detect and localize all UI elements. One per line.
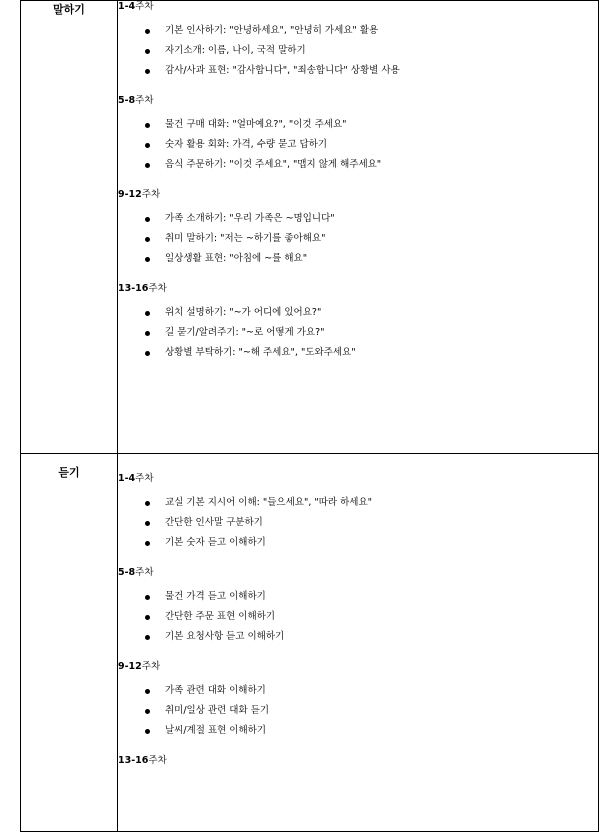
list-item bbox=[145, 725, 598, 737]
bullet-list bbox=[118, 497, 598, 549]
week-suffix: 주차 bbox=[135, 1, 154, 12]
bullet-dot-icon bbox=[145, 615, 150, 620]
content-cell-speaking bbox=[118, 1, 599, 454]
week-range: 9-12 bbox=[118, 660, 142, 672]
list-item bbox=[145, 25, 598, 37]
week-range: 5-8 bbox=[118, 95, 136, 106]
list-item bbox=[145, 139, 598, 151]
week-heading bbox=[118, 189, 598, 201]
week-heading bbox=[118, 1, 598, 13]
list-item bbox=[145, 327, 598, 339]
bullet-dot-icon bbox=[145, 69, 150, 74]
bullet-dot-icon bbox=[145, 257, 150, 262]
list-item-text: 자기소개: 이름, 나이, 국적 말하기 bbox=[165, 45, 306, 56]
list-item bbox=[145, 213, 598, 225]
list-item bbox=[145, 159, 598, 171]
week-suffix: 주차 bbox=[135, 95, 154, 106]
list-item bbox=[145, 347, 598, 359]
list-item-text: 기본 요청사항 듣고 이해하기 bbox=[165, 630, 285, 642]
week-suffix: 주차 bbox=[148, 283, 167, 294]
bullet-dot-icon bbox=[145, 217, 150, 222]
bullet-dot-icon bbox=[145, 689, 150, 694]
list-item-text: 감사/사과 표현: "감사합니다", "죄송합니다" 상황별 사용 bbox=[165, 65, 400, 76]
bullet-dot-icon bbox=[145, 729, 150, 734]
list-item bbox=[145, 537, 598, 549]
list-item bbox=[145, 233, 598, 245]
content-cell-listening bbox=[118, 453, 599, 831]
list-item-text: 간단한 주문 표현 이해하기 bbox=[165, 610, 276, 622]
list-item bbox=[145, 517, 598, 529]
bullet-dot-icon bbox=[145, 595, 150, 600]
bullet-list bbox=[118, 25, 598, 77]
list-item-text: 가족 소개하기: "우리 가족은 ~명입니다" bbox=[165, 213, 335, 224]
week-heading bbox=[118, 661, 598, 673]
list-item-text: 기본 숫자 듣고 이해하기 bbox=[165, 536, 266, 548]
curriculum-table bbox=[20, 0, 599, 832]
list-item-text: 취미/일상 관련 대화 듣기 bbox=[165, 704, 270, 716]
bullet-dot-icon bbox=[145, 311, 150, 316]
week-suffix: 주차 bbox=[141, 189, 161, 200]
week-heading bbox=[118, 567, 598, 579]
area-label-speaking: 말하기 bbox=[21, 1, 118, 454]
week-suffix: 주차 bbox=[135, 566, 154, 578]
week-suffix: 주차 bbox=[135, 472, 154, 484]
bullet-dot-icon bbox=[145, 143, 150, 148]
bullet-dot-icon bbox=[145, 501, 150, 506]
week-heading bbox=[118, 755, 598, 767]
week-range: 13-16 bbox=[118, 754, 149, 766]
list-item-text: 날씨/계절 표현 이해하기 bbox=[165, 724, 267, 736]
list-item bbox=[145, 611, 598, 623]
bullet-list bbox=[118, 213, 598, 265]
list-item-text: 일상생활 표현: "아침에 ~를 해요" bbox=[165, 253, 308, 264]
list-item-text: 교실 기본 지시어 이해: "들으세요", "따라 하세요" bbox=[165, 496, 373, 508]
list-item-text: 숫자 활용 회화: 가격, 수량 묻고 답하기 bbox=[165, 139, 327, 150]
list-item-text: 가족 관련 대화 이해하기 bbox=[165, 684, 266, 696]
table-row-listening bbox=[21, 453, 599, 831]
list-item bbox=[145, 253, 598, 265]
bullet-list bbox=[118, 119, 598, 171]
list-item bbox=[145, 65, 598, 77]
list-item-text: 음식 주문하기: "이것 주세요", "맵지 않게 해주세요" bbox=[165, 159, 382, 170]
list-item bbox=[145, 591, 598, 603]
list-item-text: 물건 구매 대화: "얼마예요?", "이것 주세요" bbox=[165, 119, 347, 130]
list-item bbox=[145, 307, 598, 319]
week-suffix: 주차 bbox=[148, 754, 167, 766]
list-item bbox=[145, 705, 598, 717]
bullet-dot-icon bbox=[145, 541, 150, 546]
week-range: 1-4 bbox=[118, 1, 136, 12]
list-item-text: 길 묻기/알려주기: "~로 어떻게 가요?" bbox=[165, 327, 325, 338]
list-item-text: 물건 가격 듣고 이해하기 bbox=[165, 590, 266, 602]
list-item bbox=[145, 497, 598, 509]
bullet-list bbox=[118, 685, 598, 737]
bullet-dot-icon bbox=[145, 49, 150, 54]
bullet-dot-icon bbox=[145, 709, 150, 714]
week-heading bbox=[118, 95, 598, 107]
bullet-dot-icon bbox=[145, 635, 150, 640]
bullet-dot-icon bbox=[145, 163, 150, 168]
bullet-dot-icon bbox=[145, 29, 150, 34]
bullet-list bbox=[118, 591, 598, 643]
bullet-list bbox=[118, 307, 598, 359]
week-range: 5-8 bbox=[118, 566, 136, 578]
list-item-text: 기본 인사하기: "안녕하세요", "안녕히 가세요" 활용 bbox=[165, 25, 379, 36]
list-item bbox=[145, 119, 598, 131]
list-item bbox=[145, 631, 598, 643]
bullet-dot-icon bbox=[145, 237, 150, 242]
list-item bbox=[145, 45, 598, 57]
week-range: 1-4 bbox=[118, 472, 136, 484]
bullet-dot-icon bbox=[145, 123, 150, 128]
list-item-text: 취미 말하기: "저는 ~하기를 좋아해요" bbox=[165, 233, 326, 244]
bullet-dot-icon bbox=[145, 331, 150, 336]
bullet-dot-icon bbox=[145, 351, 150, 356]
week-range: 9-12 bbox=[118, 189, 142, 200]
list-item-text: 간단한 인사말 구분하기 bbox=[165, 516, 263, 528]
list-item bbox=[145, 685, 598, 697]
week-range: 13-16 bbox=[118, 283, 149, 294]
week-heading bbox=[118, 283, 598, 295]
week-heading bbox=[118, 473, 598, 485]
list-item-text: 상황별 부탁하기: "~해 주세요", "도와주세요" bbox=[165, 347, 356, 358]
area-label-listening: 듣기 bbox=[21, 453, 118, 831]
bullet-dot-icon bbox=[145, 521, 150, 526]
list-item-text: 위치 설명하기: "~가 어디에 있어요?" bbox=[165, 307, 322, 318]
table-row-speaking bbox=[21, 1, 599, 454]
week-suffix: 주차 bbox=[141, 660, 161, 672]
